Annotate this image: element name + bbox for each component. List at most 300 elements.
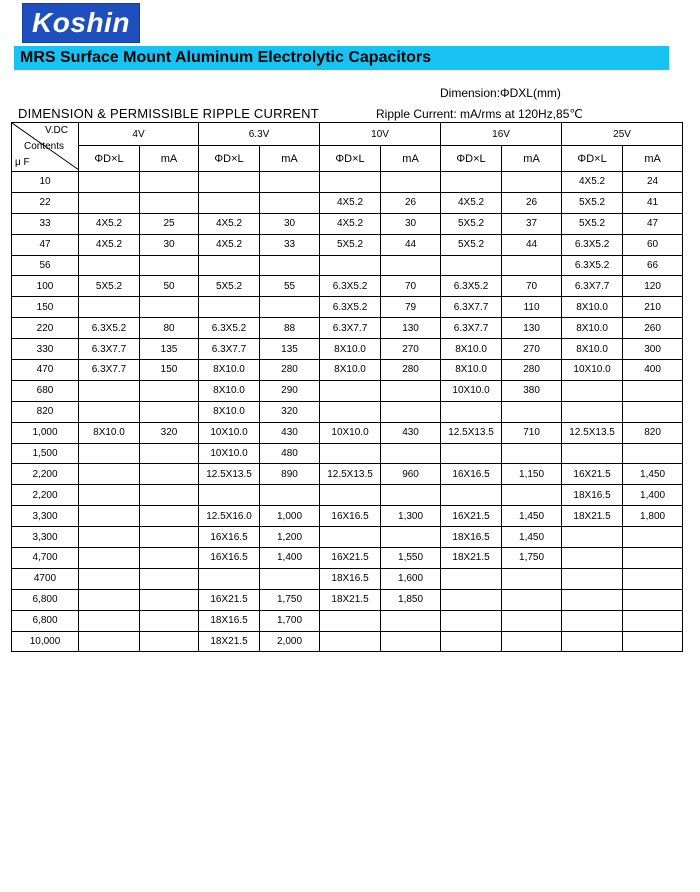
ripple-current-cell: 79 (381, 297, 441, 318)
ripple-current-cell: 80 (140, 318, 199, 339)
dimension-cell (441, 610, 502, 631)
capacitance-cell: 4700 (12, 568, 79, 589)
table-row (12, 213, 683, 234)
dimension-cell: 16X16.5 (320, 506, 381, 527)
ripple-current-cell (381, 527, 441, 548)
dimension-cell (79, 443, 140, 464)
dimension-cell (79, 192, 140, 213)
capacitance-cell: 1,500 (12, 443, 79, 464)
dimension-cell: 8X10.0 (562, 318, 623, 339)
ripple-current-cell: 55 (260, 276, 320, 297)
dimension-cell: 18X21.5 (320, 589, 381, 610)
ripple-current-cell (260, 192, 320, 213)
dimension-cell (562, 401, 623, 422)
page-title: MRS Surface Mount Aluminum Electrolytic Capacitors (20, 49, 432, 66)
dimension-cell (562, 631, 623, 652)
voltage-header: 25V (562, 123, 683, 146)
dimension-cell: 16X16.5 (199, 527, 260, 548)
ripple-current-cell: 1,200 (260, 527, 320, 548)
dimension-cell (320, 172, 381, 193)
ripple-current-cell (140, 527, 199, 548)
dimension-cell (199, 192, 260, 213)
capacitance-cell: 4,700 (12, 548, 79, 569)
ripple-current-cell: 280 (381, 360, 441, 381)
dimension-cell: 16X16.5 (199, 548, 260, 569)
dimension-cell: 16X16.5 (441, 464, 502, 485)
ripple-current-cell (502, 631, 562, 652)
dimension-cell (79, 401, 140, 422)
dimension-cell: 16X21.5 (562, 464, 623, 485)
ripple-current-cell: 1,850 (381, 589, 441, 610)
voltage-header: 16V (441, 123, 562, 146)
dimension-cell (79, 485, 140, 506)
ripple-current-cell: 300 (623, 339, 683, 360)
dimension-cell: 4X5.2 (199, 213, 260, 234)
ripple-current-cell: 130 (502, 318, 562, 339)
ripple-current-cell (381, 485, 441, 506)
ripple-current-cell: 44 (502, 234, 562, 255)
ripple-current-cell (140, 255, 199, 276)
col-ma-header: mA (381, 146, 441, 172)
ripple-current-cell (140, 485, 199, 506)
dimension-cell: 6.3X5.2 (562, 234, 623, 255)
ripple-current-cell: 820 (623, 422, 683, 443)
capacitance-cell: 2,200 (12, 485, 79, 506)
ripple-current-cell: 30 (260, 213, 320, 234)
capacitance-cell: 56 (12, 255, 79, 276)
dimension-cell (441, 631, 502, 652)
col-ma-header: mA (623, 146, 683, 172)
capacitance-cell: 10,000 (12, 631, 79, 652)
voltage-header: 6.3V (199, 123, 320, 146)
dimension-cell: 10X10.0 (199, 422, 260, 443)
voltage-header-row (12, 123, 683, 146)
ripple-current-cell (502, 485, 562, 506)
dimension-cell: 8X10.0 (562, 339, 623, 360)
ripple-current-cell: 1,400 (623, 485, 683, 506)
capacitance-cell: 150 (12, 297, 79, 318)
dimension-cell: 6.3X7.7 (79, 339, 140, 360)
ripple-current-cell (502, 172, 562, 193)
dimension-cell (199, 568, 260, 589)
dimension-cell (199, 255, 260, 276)
dimension-note: Dimension:ΦDXL(mm) (440, 86, 561, 100)
ripple-current-cell: 960 (381, 464, 441, 485)
capacitance-cell: 680 (12, 380, 79, 401)
dimension-cell (320, 401, 381, 422)
ripple-current-cell (140, 172, 199, 193)
dimension-cell: 4X5.2 (562, 172, 623, 193)
ripple-current-cell: 50 (140, 276, 199, 297)
dimension-cell: 12.5X13.5 (320, 464, 381, 485)
ripple-current-cell (623, 589, 683, 610)
ripple-current-cell: 1,550 (381, 548, 441, 569)
dimension-cell (562, 548, 623, 569)
table-row (12, 422, 683, 443)
dimension-cell: 6.3X7.7 (441, 297, 502, 318)
ripple-current-cell: 30 (381, 213, 441, 234)
dimension-cell (79, 172, 140, 193)
dimension-cell: 4X5.2 (79, 234, 140, 255)
dimension-cell: 8X10.0 (320, 360, 381, 381)
dimension-cell (320, 631, 381, 652)
ripple-current-cell: 120 (623, 276, 683, 297)
table-row (12, 443, 683, 464)
table-row (12, 568, 683, 589)
dimension-cell: 4X5.2 (320, 192, 381, 213)
table-row (12, 339, 683, 360)
ripple-current-cell: 1,750 (260, 589, 320, 610)
voltage-header: 10V (320, 123, 441, 146)
dimension-cell (320, 380, 381, 401)
dimension-cell: 18X21.5 (441, 548, 502, 569)
ripple-current-cell: 25 (140, 213, 199, 234)
ripple-current-cell: 260 (623, 318, 683, 339)
dimension-cell (441, 568, 502, 589)
dimension-cell: 6.3X5.2 (79, 318, 140, 339)
dimension-cell: 18X16.5 (320, 568, 381, 589)
ripple-current-cell: 44 (381, 234, 441, 255)
dimension-cell (562, 568, 623, 589)
dimension-cell: 10X10.0 (441, 380, 502, 401)
ripple-current-cell: 380 (502, 380, 562, 401)
table-row (12, 297, 683, 318)
ripple-current-cell: 33 (260, 234, 320, 255)
ripple-current-cell (140, 589, 199, 610)
ripple-current-cell (623, 610, 683, 631)
header-corner (12, 123, 79, 172)
ripple-current-cell: 1,700 (260, 610, 320, 631)
spec-table-body (12, 172, 683, 652)
dimension-cell (320, 255, 381, 276)
table-row (12, 485, 683, 506)
dimension-cell: 16X21.5 (320, 548, 381, 569)
ripple-current-cell: 110 (502, 297, 562, 318)
col-dimension-header: ΦD×L (320, 146, 381, 172)
dimension-cell: 6.3X7.7 (320, 318, 381, 339)
ripple-current-cell: 430 (381, 422, 441, 443)
ripple-current-cell (381, 172, 441, 193)
dimension-cell (79, 297, 140, 318)
ripple-current-cell (623, 380, 683, 401)
ripple-current-cell (623, 568, 683, 589)
ripple-current-cell (140, 548, 199, 569)
ripple-current-cell: 135 (140, 339, 199, 360)
dimension-cell: 5X5.2 (441, 213, 502, 234)
ripple-current-cell (260, 568, 320, 589)
ripple-note: Ripple Current: mA/rms at 120Hz,85℃ (376, 107, 583, 121)
ripple-current-cell (623, 631, 683, 652)
ripple-current-cell (140, 631, 199, 652)
ripple-current-cell (260, 172, 320, 193)
capacitance-cell: 3,300 (12, 506, 79, 527)
dimension-cell: 8X10.0 (79, 422, 140, 443)
ripple-current-cell: 41 (623, 192, 683, 213)
col-dimension-header: ΦD×L (79, 146, 140, 172)
ripple-current-cell (381, 443, 441, 464)
dimension-cell: 12.5X16.0 (199, 506, 260, 527)
ripple-current-cell: 26 (502, 192, 562, 213)
capacitance-cell: 2,200 (12, 464, 79, 485)
col-ma-header: mA (502, 146, 562, 172)
col-dimension-header: ΦD×L (562, 146, 623, 172)
ripple-current-cell (140, 401, 199, 422)
ripple-current-cell (260, 485, 320, 506)
table-row (12, 631, 683, 652)
ripple-current-cell (140, 568, 199, 589)
dimension-cell (199, 297, 260, 318)
dimension-cell (441, 255, 502, 276)
ripple-current-cell: 47 (623, 213, 683, 234)
ripple-current-cell (381, 255, 441, 276)
dimension-cell: 8X10.0 (199, 401, 260, 422)
capacitance-cell: 470 (12, 360, 79, 381)
dimension-cell: 6.3X7.7 (79, 360, 140, 381)
ripple-current-cell: 1,000 (260, 506, 320, 527)
capacitance-cell: 10 (12, 172, 79, 193)
ripple-current-cell (502, 589, 562, 610)
col-dimension-header: ΦD×L (441, 146, 502, 172)
ripple-current-cell: 1,450 (502, 527, 562, 548)
dimension-cell (79, 610, 140, 631)
dimension-cell: 8X10.0 (320, 339, 381, 360)
dimension-cell (441, 401, 502, 422)
dimension-cell: 8X10.0 (199, 380, 260, 401)
dimension-cell: 8X10.0 (441, 360, 502, 381)
dimension-cell: 10X10.0 (320, 422, 381, 443)
dimension-cell: 6.3X5.2 (441, 276, 502, 297)
table-row (12, 464, 683, 485)
dimension-cell: 8X10.0 (199, 360, 260, 381)
ripple-current-cell (502, 568, 562, 589)
ripple-current-cell: 210 (623, 297, 683, 318)
ripple-current-cell (260, 297, 320, 318)
dimension-cell: 5X5.2 (320, 234, 381, 255)
ripple-current-cell: 150 (140, 360, 199, 381)
col-ma-header: mA (140, 146, 199, 172)
dimension-cell (562, 380, 623, 401)
ripple-current-cell: 70 (381, 276, 441, 297)
capacitance-cell: 33 (12, 213, 79, 234)
dimension-cell: 18X16.5 (562, 485, 623, 506)
ripple-current-cell (502, 255, 562, 276)
ripple-current-cell: 320 (140, 422, 199, 443)
table-row (12, 234, 683, 255)
ripple-current-cell (140, 464, 199, 485)
ripple-current-cell (140, 443, 199, 464)
ripple-current-cell: 130 (381, 318, 441, 339)
ripple-current-cell (502, 443, 562, 464)
ripple-current-cell: 1,450 (502, 506, 562, 527)
ripple-current-cell: 2,000 (260, 631, 320, 652)
ripple-current-cell: 1,300 (381, 506, 441, 527)
table-row (12, 318, 683, 339)
dimension-cell: 4X5.2 (441, 192, 502, 213)
dimension-cell: 6.3X7.7 (562, 276, 623, 297)
dimension-cell: 6.3X5.2 (562, 255, 623, 276)
table-row (12, 360, 683, 381)
capacitance-cell: 1,000 (12, 422, 79, 443)
dimension-cell (79, 568, 140, 589)
dimension-cell (79, 506, 140, 527)
ripple-current-cell: 26 (381, 192, 441, 213)
ripple-current-cell: 1,400 (260, 548, 320, 569)
ripple-current-cell: 890 (260, 464, 320, 485)
dimension-cell (320, 610, 381, 631)
ripple-current-cell: 60 (623, 234, 683, 255)
ripple-current-cell: 480 (260, 443, 320, 464)
ripple-current-cell (140, 380, 199, 401)
capacitance-cell: 220 (12, 318, 79, 339)
ripple-current-cell (381, 631, 441, 652)
dimension-cell (320, 443, 381, 464)
ripple-current-cell: 320 (260, 401, 320, 422)
dimension-cell: 8X10.0 (441, 339, 502, 360)
ripple-current-cell: 1,800 (623, 506, 683, 527)
capacitance-cell: 3,300 (12, 527, 79, 548)
table-row (12, 610, 683, 631)
ripple-current-cell (381, 401, 441, 422)
dimension-cell: 18X21.5 (199, 631, 260, 652)
dimension-cell: 4X5.2 (199, 234, 260, 255)
dimension-cell: 6.3X7.7 (199, 339, 260, 360)
dimension-cell: 16X21.5 (199, 589, 260, 610)
dimension-cell (199, 172, 260, 193)
col-ma-header: mA (260, 146, 320, 172)
dimension-cell: 5X5.2 (199, 276, 260, 297)
ripple-current-cell: 135 (260, 339, 320, 360)
dimension-cell: 6.3X5.2 (199, 318, 260, 339)
voltage-header: 4V (79, 123, 199, 146)
capacitance-cell: 6,800 (12, 589, 79, 610)
capacitance-cell: 22 (12, 192, 79, 213)
dimension-cell: 16X21.5 (441, 506, 502, 527)
ripple-current-cell: 710 (502, 422, 562, 443)
capacitance-cell: 6,800 (12, 610, 79, 631)
dimension-cell: 5X5.2 (441, 234, 502, 255)
dimension-cell: 6.3X7.7 (441, 318, 502, 339)
col-dimension-header: ΦD×L (199, 146, 260, 172)
ripple-current-cell: 400 (623, 360, 683, 381)
subheader-row (12, 146, 683, 172)
dimension-cell: 5X5.2 (562, 192, 623, 213)
ripple-current-cell (260, 255, 320, 276)
capacitance-cell: 330 (12, 339, 79, 360)
table-row (12, 255, 683, 276)
ripple-current-cell (623, 443, 683, 464)
capacitance-cell: 47 (12, 234, 79, 255)
ripple-current-cell (502, 401, 562, 422)
ripple-current-cell (140, 610, 199, 631)
ripple-current-cell: 280 (260, 360, 320, 381)
dimension-cell (562, 527, 623, 548)
corner-uf-label: μ F (15, 157, 30, 168)
ripple-current-cell (140, 506, 199, 527)
ripple-current-cell: 1,450 (623, 464, 683, 485)
ripple-current-cell: 1,750 (502, 548, 562, 569)
ripple-current-cell: 270 (502, 339, 562, 360)
ripple-current-cell: 430 (260, 422, 320, 443)
dimension-cell: 12.5X13.5 (441, 422, 502, 443)
ripple-current-cell (502, 610, 562, 631)
ripple-current-cell (381, 380, 441, 401)
ripple-current-cell: 1,150 (502, 464, 562, 485)
dimension-cell (199, 485, 260, 506)
dimension-cell (320, 527, 381, 548)
dimension-cell (441, 589, 502, 610)
table-row (12, 548, 683, 569)
dimension-cell: 4X5.2 (79, 213, 140, 234)
capacitance-cell: 820 (12, 401, 79, 422)
dimension-cell (79, 464, 140, 485)
table-row (12, 276, 683, 297)
dimension-cell: 12.5X13.5 (199, 464, 260, 485)
dimension-cell (79, 631, 140, 652)
dimension-cell (79, 255, 140, 276)
ripple-current-cell: 66 (623, 255, 683, 276)
brand-logo: Koshin (22, 3, 140, 43)
dimension-cell: 10X10.0 (199, 443, 260, 464)
dimension-cell: 6.3X5.2 (320, 276, 381, 297)
ripple-current-cell: 290 (260, 380, 320, 401)
corner-vdc-label: V.DC (45, 125, 68, 136)
dimension-cell (562, 589, 623, 610)
corner-contents-label: Contents (24, 141, 65, 152)
ripple-current-cell (381, 610, 441, 631)
ripple-current-cell: 37 (502, 213, 562, 234)
spec-table (11, 122, 683, 652)
dimension-cell: 18X21.5 (562, 506, 623, 527)
ripple-current-cell: 70 (502, 276, 562, 297)
ripple-current-cell: 88 (260, 318, 320, 339)
dimension-cell (441, 485, 502, 506)
dimension-cell (441, 172, 502, 193)
table-row (12, 380, 683, 401)
ripple-current-cell (140, 297, 199, 318)
dimension-cell (562, 610, 623, 631)
ripple-current-cell (623, 401, 683, 422)
dimension-cell (562, 443, 623, 464)
table-row (12, 589, 683, 610)
dimension-cell: 5X5.2 (562, 213, 623, 234)
dimension-cell (79, 380, 140, 401)
dimension-cell: 4X5.2 (320, 213, 381, 234)
ripple-current-cell (140, 192, 199, 213)
dimension-cell (441, 443, 502, 464)
dimension-cell: 18X16.5 (441, 527, 502, 548)
table-row (12, 527, 683, 548)
dimension-cell: 10X10.0 (562, 360, 623, 381)
table-row (12, 192, 683, 213)
dimension-cell (79, 548, 140, 569)
table-row (12, 172, 683, 193)
table-row (12, 506, 683, 527)
ripple-current-cell: 1,600 (381, 568, 441, 589)
ripple-current-cell: 270 (381, 339, 441, 360)
dimension-cell (79, 527, 140, 548)
capacitance-cell: 100 (12, 276, 79, 297)
dimension-cell: 8X10.0 (562, 297, 623, 318)
dimension-cell: 18X16.5 (199, 610, 260, 631)
ripple-current-cell (623, 548, 683, 569)
dimension-cell (320, 485, 381, 506)
ripple-current-cell: 280 (502, 360, 562, 381)
dimension-cell: 5X5.2 (79, 276, 140, 297)
ripple-current-cell: 24 (623, 172, 683, 193)
section-title: DIMENSION & PERMISSIBLE RIPPLE CURRENT (18, 106, 319, 121)
ripple-current-cell: 30 (140, 234, 199, 255)
table-row (12, 401, 683, 422)
